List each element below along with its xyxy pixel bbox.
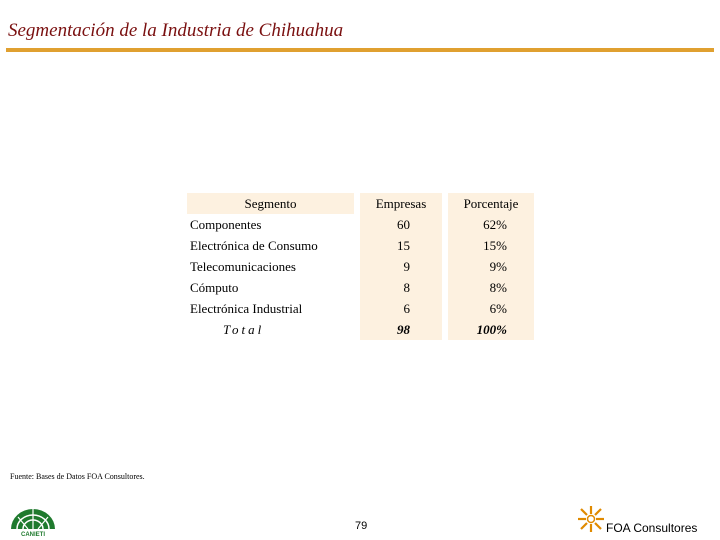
row-percentage: 6% (489, 300, 507, 316)
canieti-logo (8, 505, 58, 537)
total-companies: 98 (397, 321, 410, 337)
source-note: Fuente: Bases de Datos FOA Consultores. (10, 472, 145, 481)
table-row (187, 214, 534, 235)
segment-table (187, 193, 534, 340)
header-percentage: Porcentaje (448, 193, 534, 214)
row-companies: 8 (403, 279, 410, 295)
page-number: 79 (355, 520, 368, 532)
row-segment: Componentes (190, 216, 262, 232)
row-percentage: 8% (489, 279, 507, 295)
row-percentage: 15% (483, 237, 507, 253)
table-row (187, 235, 534, 256)
brand-name: FOA Consultores (606, 521, 698, 535)
table-row (187, 256, 534, 277)
row-segment: Electrónica de Consumo (190, 237, 318, 253)
total-label: Total (223, 321, 265, 337)
row-segment: Cómputo (190, 279, 239, 295)
table-header-row (187, 193, 534, 214)
row-companies: 60 (397, 216, 410, 232)
page-title: Segmentación de la Industria de Chihuahua (8, 20, 344, 41)
row-companies: 6 (403, 300, 410, 316)
total-percentage: 100% (476, 321, 507, 337)
title-divider (6, 48, 714, 52)
table-row (187, 277, 534, 298)
foa-logo-icon (576, 504, 606, 534)
row-percentage: 9% (489, 258, 507, 274)
row-segment: Electrónica Industrial (190, 300, 303, 316)
row-percentage: 62% (483, 216, 507, 232)
canieti-logo-text: CANIETI (21, 532, 45, 537)
header-companies: Empresas (360, 193, 442, 214)
row-companies: 15 (397, 237, 410, 253)
header-segment: Segmento (187, 193, 354, 214)
row-segment: Telecomunicaciones (190, 258, 296, 274)
table-total-row (187, 319, 534, 340)
table-row (187, 298, 534, 319)
row-companies: 9 (403, 258, 410, 274)
